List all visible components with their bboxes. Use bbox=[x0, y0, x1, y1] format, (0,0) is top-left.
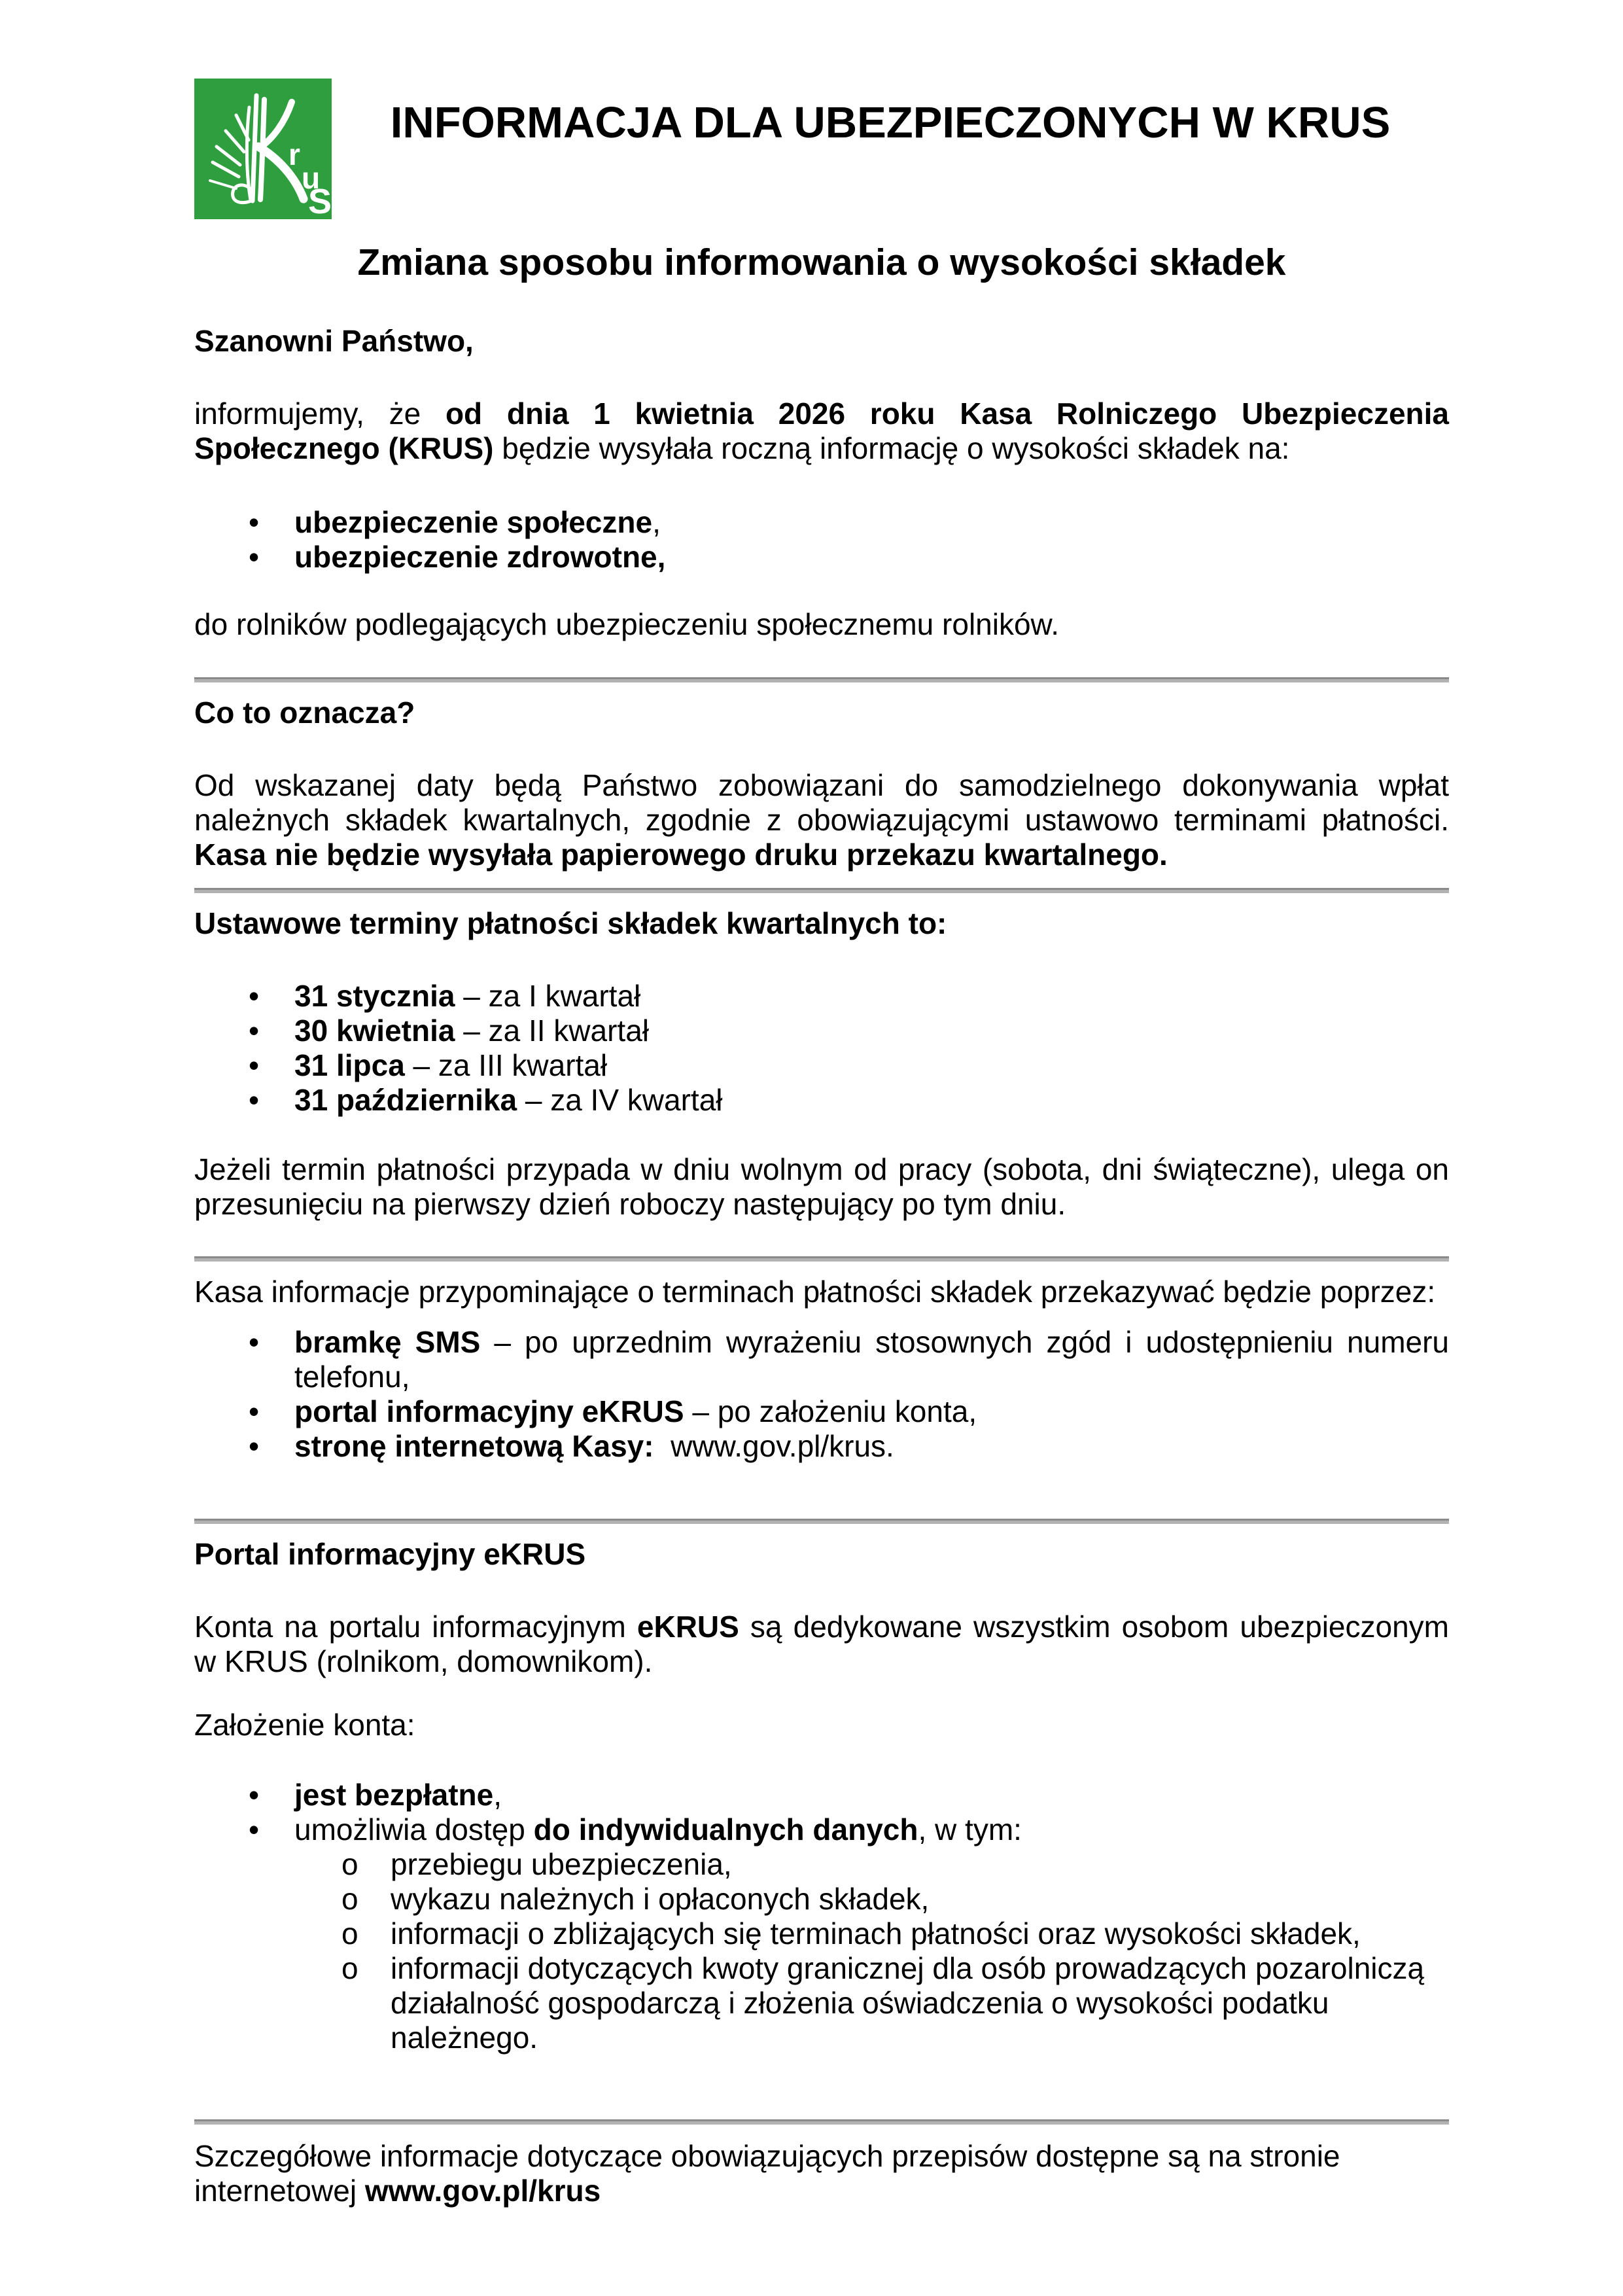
footer-paragraph: Szczegółowe informacje dotyczące obowiązujących przepisów dostępne są na stronie internetowej www.gov.pl/krus bbox=[194, 2139, 1340, 2208]
sub-list-item bbox=[194, 1882, 1449, 1916]
account-benefits-list bbox=[194, 1778, 1449, 2055]
list-item-text: stronę internetową Kasy: www.gov.pl/krus. bbox=[294, 1429, 894, 1463]
circle-bullet-icon: o bbox=[341, 1882, 358, 1916]
list-item bbox=[194, 1429, 1449, 1464]
list-item-text: 30 kwietnia – za II kwartał bbox=[294, 1014, 650, 1048]
bullet-icon: • bbox=[249, 540, 260, 574]
bullet-icon: • bbox=[249, 1812, 260, 1846]
section-heading-portal: Portal informacyjny eKRUS bbox=[194, 1537, 586, 1571]
list-item-text: umożliwia dostęp do indywidualnych danych, w tym: bbox=[294, 1812, 1022, 1846]
list-item bbox=[194, 1014, 1449, 1048]
bullet-icon: • bbox=[249, 1083, 260, 1117]
section-divider bbox=[194, 1519, 1449, 1524]
bullet-icon: • bbox=[249, 1394, 260, 1428]
reminders-intro-line: Kasa informacje przypominające o terminach płatności składek przekazywać będzie poprzez: bbox=[194, 1275, 1436, 1309]
section-heading-deadlines: Ustawowe terminy płatności składek kwartalnych to: bbox=[194, 906, 947, 940]
logo-letter-s: S bbox=[308, 182, 332, 219]
logo-letter-u: u bbox=[302, 161, 321, 195]
document-header bbox=[194, 0, 1449, 219]
sub-list-item-text: informacji dotyczących kwoty granicznej dla osób prowadzących pozarolniczą działalność gospodarczą i złożenia oświadczenia o wysokości podatku należnego. bbox=[391, 1951, 1425, 2055]
sub-list-item bbox=[194, 1951, 1449, 2055]
list-item bbox=[194, 1048, 1449, 1083]
bullet-icon: • bbox=[249, 1325, 260, 1359]
sub-list-item bbox=[194, 1916, 1449, 1951]
list-item-text: portal informacyjny eKRUS – po założeniu konta, bbox=[294, 1394, 977, 1428]
greeting-line: Szanowni Państwo, bbox=[194, 324, 474, 358]
sub-list-item-text: przebiegu ubezpieczenia, bbox=[391, 1847, 732, 1881]
list-item bbox=[194, 979, 1449, 1014]
document-subtitle: Zmiana sposobu informowania o wysokości składek bbox=[357, 241, 1286, 283]
bullet-icon: • bbox=[249, 1429, 260, 1463]
bullet-icon: • bbox=[249, 1778, 260, 1812]
list-item-text: ubezpieczenie społeczne, bbox=[294, 505, 661, 539]
insurance-types-list bbox=[194, 505, 1449, 574]
logo-letter-r: r bbox=[288, 137, 300, 171]
section-heading-meaning: Co to oznacza? bbox=[194, 696, 415, 730]
bullet-icon: • bbox=[249, 1048, 260, 1082]
list-item-text: 31 lipca – za III kwartał bbox=[294, 1048, 608, 1082]
sub-list-item-text: wykazu należnych i opłaconych składek, bbox=[391, 1882, 930, 1916]
sub-list-item-text: informacji o zbliżających się terminach płatności oraz wysokości składek, bbox=[391, 1916, 1361, 1951]
sub-list-item bbox=[194, 1847, 1449, 1882]
portal-paragraph: Konta na portalu informacyjnym eKRUS są dedykowane wszystkim osobom ubezpieczonym w KRUS (rolnikom, domownikom). bbox=[194, 1610, 1449, 1678]
list-item-text: 31 stycznia – za I kwartał bbox=[294, 979, 641, 1013]
list-item bbox=[194, 1812, 1449, 1847]
krus-logo-icon bbox=[194, 79, 332, 219]
circle-bullet-icon: o bbox=[341, 1951, 358, 1985]
section-divider bbox=[194, 2119, 1449, 2125]
deadlines-list bbox=[194, 979, 1449, 1118]
document-title: INFORMACJA DLA UBEZPIECZONYCH W KRUS bbox=[390, 98, 1391, 147]
list-item-text: jest bezpłatne, bbox=[294, 1778, 502, 1812]
list-item bbox=[194, 1394, 1449, 1429]
intro-paragraph: informujemy, że od dnia 1 kwietnia 2026 roku Kasa Rolniczego Ubezpieczenia Społecznego (KRUS) będzie wysyłała roczną informację o wysokości składek na: bbox=[194, 397, 1449, 465]
list-item bbox=[194, 540, 1449, 574]
list-item bbox=[194, 1778, 1449, 1812]
bullet-icon: • bbox=[249, 505, 260, 539]
reminders-list bbox=[194, 1325, 1449, 1464]
list-item-text: 31 października – za IV kwartał bbox=[294, 1083, 723, 1117]
section-divider bbox=[194, 888, 1449, 893]
meaning-paragraph: Od wskazanej daty będą Państwo zobowiązani do samodzielnego dokonywania wpłat należnych składek kwartalnych, zgodnie z obowiązującymi ustawowo terminami płatności. Kasa nie będzie wysyłała papierowego druku przekazu kwartalnego. bbox=[194, 768, 1449, 872]
bullet-icon: • bbox=[249, 1014, 260, 1048]
bullet-icon: • bbox=[249, 979, 260, 1013]
section-divider bbox=[194, 1256, 1449, 1262]
list-item-text: ubezpieczenie zdrowotne, bbox=[294, 540, 666, 574]
intro-closing-line: do rolników podlegających ubezpieczeniu społecznemu rolników. bbox=[194, 607, 1060, 641]
circle-bullet-icon: o bbox=[341, 1847, 358, 1881]
list-item bbox=[194, 1083, 1449, 1118]
list-item-text: bramkę SMS – po uprzednim wyrażeniu stosownych zgód i udostępnieniu numeru telefonu, bbox=[294, 1325, 1449, 1394]
section-divider bbox=[194, 677, 1449, 682]
circle-bullet-icon: o bbox=[341, 1916, 358, 1951]
account-intro-line: Założenie konta: bbox=[194, 1708, 415, 1742]
deadline-note-paragraph: Jeżeli termin płatności przypada w dniu wolnym od pracy (sobota, dni świąteczne), ulega on przesunięciu na pierwszy dzień roboczy następujący po tym dniu. bbox=[194, 1152, 1449, 1221]
list-item bbox=[194, 505, 1449, 540]
list-item bbox=[194, 1325, 1449, 1394]
